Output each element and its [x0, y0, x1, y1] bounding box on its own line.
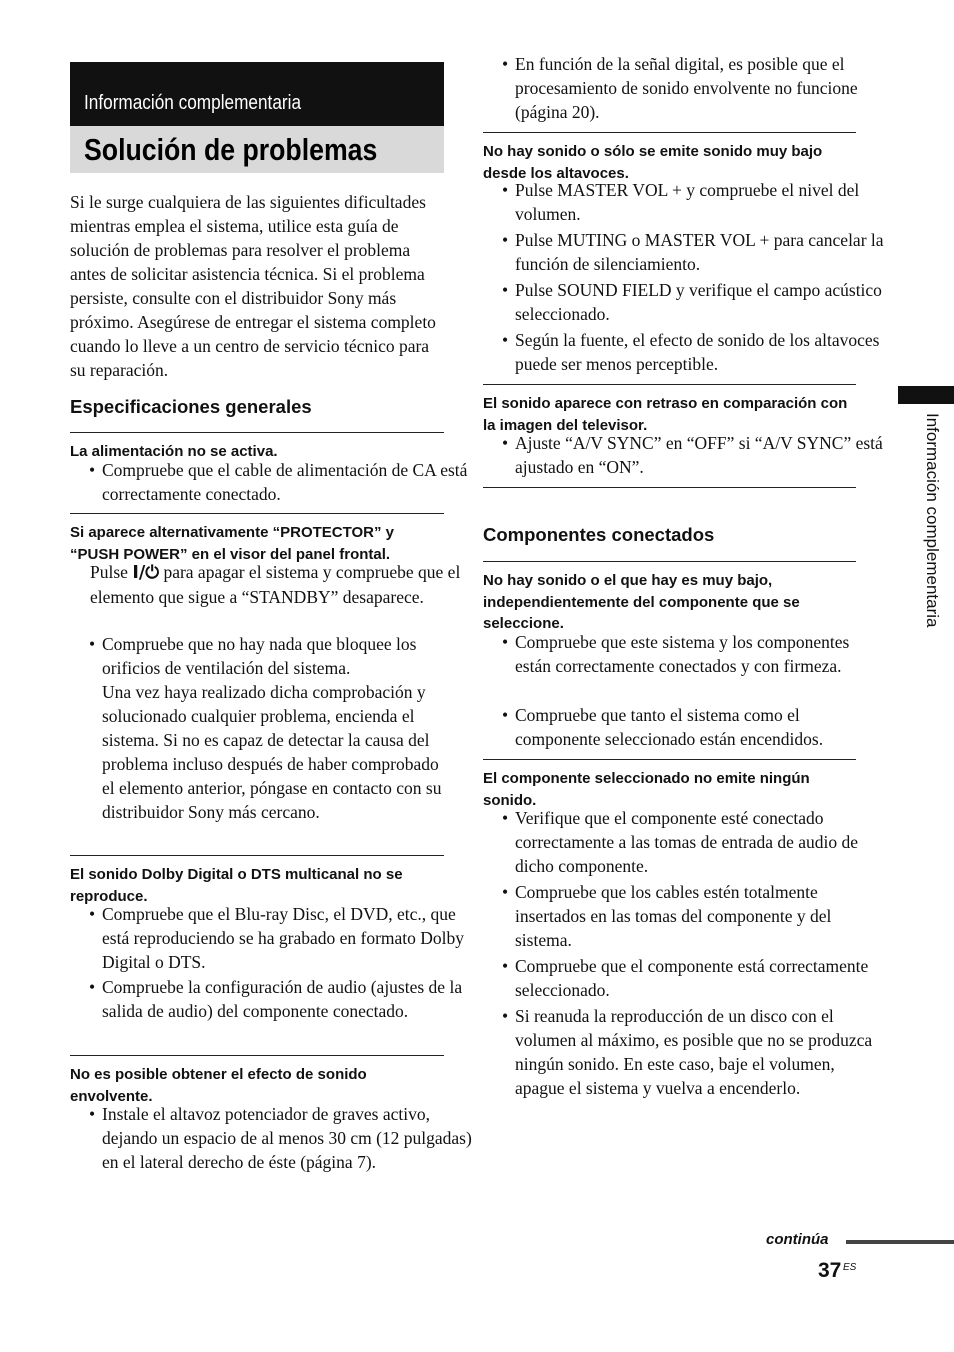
continues-label: continúa — [766, 1231, 829, 1248]
section-header — [70, 62, 444, 126]
page-language-suffix: ES — [843, 1262, 857, 1273]
list-item — [483, 1004, 888, 1100]
bullet-glyph: • — [502, 1006, 509, 1026]
bullet-glyph: • — [502, 882, 509, 902]
list-item-text: Compruebe que no hay nada que bloquee los orificios de ventilación del sistema. — [102, 634, 417, 678]
sel-title: El componente seleccionado no emite ningún sonido. — [483, 759, 856, 811]
page-number: 37 — [818, 1259, 842, 1282]
list-item — [483, 178, 888, 226]
page-title — [70, 126, 444, 173]
list-item-text: Pulse MASTER VOL + y compruebe el nivel del volumen. — [515, 180, 860, 224]
power-title: La alimentación no se activa. — [70, 432, 444, 463]
list-item — [483, 703, 888, 751]
list-item — [483, 954, 888, 1002]
bullet-glyph: • — [502, 705, 509, 725]
protector-text — [70, 560, 464, 609]
list-item-text: Si reanuda la reproducción de un disco con el volumen al máximo, es posible que no se produzca ningún sonido. En este caso, baje el volumen, apague el sistema y vuelva a encenderlo. — [515, 1006, 873, 1098]
list-item-text: Compruebe que el cable de alimentación de CA está correctamente conectado. — [102, 460, 468, 504]
list-item-text: Compruebe que tanto el sistema como el componente seleccionado están encendidos. — [515, 705, 824, 749]
list-item — [483, 880, 888, 952]
low-title: No hay sonido o el que hay es muy bajo, independientemente del componente que se seleccione. — [483, 561, 856, 635]
connected-heading: Componentes conectados — [483, 524, 715, 545]
delay-title: El sonido aparece con retraso en comparación con la imagen del televisor. — [483, 384, 856, 436]
section-divider — [483, 487, 856, 488]
bullet-glyph: • — [89, 1104, 96, 1124]
list-item — [70, 975, 476, 1023]
list-item — [483, 431, 888, 479]
list-item — [70, 458, 476, 506]
protector-continuation: Una vez haya realizado dicha comprobación y solucionado cualquier problema, encienda el sistema. Si no es capaz de detectar la causa del problema incluso después de haber comprobado el elemento anterior, póngase en contacto con su distribuidor Sony más cercano. — [102, 682, 442, 822]
protector-body: para apagar el sistema y compruebe que el elemento que sigue a “STANDBY” desaparece. — [90, 562, 461, 607]
list-item-text: En función de la señal digital, es posible que el procesamiento de sonido envolvente no funcione (página 20). — [515, 54, 858, 122]
dolby-title: El sonido Dolby Digital o DTS multicanal no se reproduce. — [70, 855, 444, 907]
bullet-glyph: • — [502, 280, 509, 300]
list-item-text: Pulse MUTING o MASTER VOL + para cancelar la función de silenciamiento. — [515, 230, 884, 274]
side-tab-marker — [898, 386, 954, 404]
bullet-glyph: • — [502, 808, 509, 828]
list-item — [483, 52, 888, 124]
side-tab-label: Información complementaria — [923, 413, 942, 628]
bullet-glyph: • — [89, 904, 96, 924]
bullet-glyph: • — [89, 460, 96, 480]
list-item-text: Compruebe que los cables estén totalmente insertados en las tomas del componente y del sistema. — [515, 882, 832, 950]
surround-title: No es posible obtener el efecto de sonido envolvente. — [70, 1055, 444, 1107]
list-item-text: Pulse SOUND FIELD y verifique el campo acústico seleccionado. — [515, 280, 882, 324]
list-item-text: Compruebe que este sistema y los componentes están correctamente conectados y con firmeza. — [515, 632, 850, 676]
list-item — [483, 228, 888, 276]
bullet-glyph: • — [502, 230, 509, 250]
power-icon: I/⏻ — [132, 563, 160, 583]
bullet-glyph: • — [89, 634, 96, 654]
nosound-title: No hay sonido o sólo se emite sonido muy bajo desde los altavoces. — [483, 132, 856, 184]
list-item — [483, 806, 888, 878]
bullet-glyph: • — [502, 54, 509, 74]
list-item — [70, 632, 476, 680]
page-title-text: Solución de problemas — [84, 132, 378, 167]
list-item — [483, 278, 888, 326]
list-item-text: Compruebe que el Blu-ray Disc, el DVD, etc., que está reproduciendo se ha grabado en formato Dolby Digital o DTS. — [102, 904, 465, 972]
bullet-glyph: • — [502, 632, 509, 652]
general-heading: Especificaciones generales — [70, 396, 312, 417]
bullet-glyph: • — [89, 977, 96, 997]
list-item — [70, 902, 476, 974]
bullet-glyph: • — [502, 180, 509, 200]
list-item — [483, 328, 888, 376]
list-item-text: Instale el altavoz potenciador de graves activo, dejando un espacio de al menos 30 cm (12 pulgadas) en el lateral derecho de éste (página 7). — [102, 1104, 472, 1172]
bullet-glyph: • — [502, 433, 509, 453]
list-item-text: Compruebe que el componente está correctamente seleccionado. — [515, 956, 869, 1000]
continues-line — [846, 1240, 954, 1244]
list-item — [70, 1102, 476, 1174]
intro-paragraph: Si le surge cualquiera de las siguientes dificultades mientras emplea el sistema, utilice esta guía de solución de problemas para resolver el problema antes de solicitar asistencia técnica. Si el problema persiste, consulte con el distribuidor Sony más próximo. Asegúrese de entregar el sistema completo cuando lo lleve a un centro de servicio técnico para su reparación. — [70, 192, 436, 380]
section-header-text: Información complementaria — [84, 92, 302, 114]
bullet-glyph: • — [502, 330, 509, 350]
protector-title: Si aparece alternativamente “PROTECTOR” y “PUSH POWER” en el visor del panel frontal. — [70, 513, 444, 565]
list-item — [483, 630, 888, 678]
list-item-text: Ajuste “A/V SYNC” en “OFF” si “A/V SYNC” está ajustado en “ON”. — [515, 433, 883, 477]
list-item-text: Compruebe la configuración de audio (ajustes de la salida de audio) del componente conectado. — [102, 977, 463, 1021]
bullet-glyph: • — [502, 956, 509, 976]
list-item-text: Según la fuente, el efecto de sonido de los altavoces puede ser menos perceptible. — [515, 330, 880, 374]
list-item-text: Verifique que el componente esté conectado correctamente a las tomas de entrada de audio de dicho componente. — [515, 808, 859, 876]
protector-pre: Pulse — [90, 562, 128, 582]
